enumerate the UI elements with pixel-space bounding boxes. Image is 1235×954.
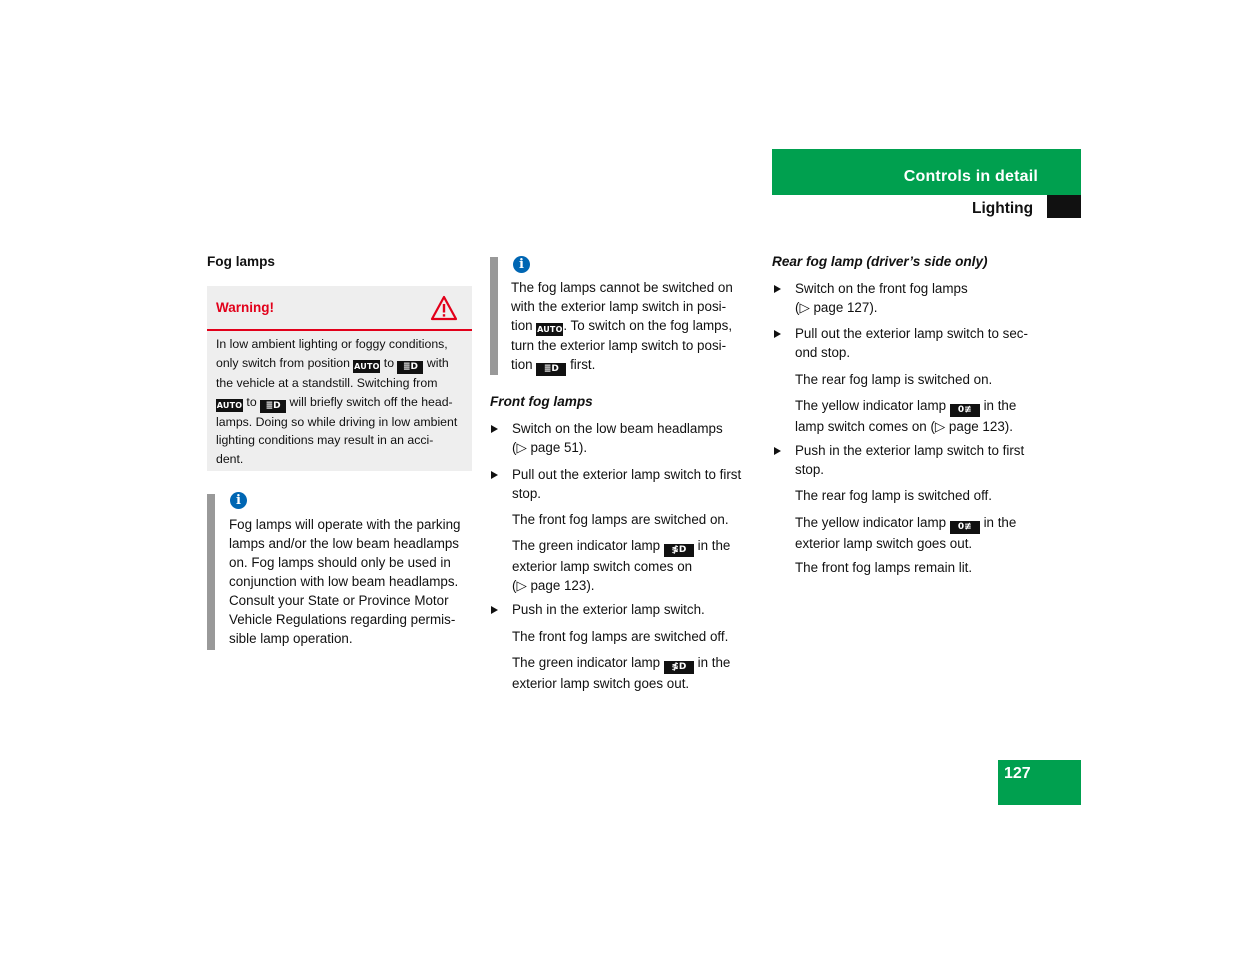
low-beam-position-icon: ≣D <box>536 363 566 376</box>
fog-lamps-heading: Fog lamps <box>207 254 275 269</box>
warning-text <box>216 335 466 469</box>
warning-line: lamps. Doing so while driving in low ambient <box>216 414 458 429</box>
result-text: The rear fog lamp is switched off. <box>795 488 992 503</box>
info-bar <box>207 494 215 650</box>
step-text: Switch on the front fog lamps (▷ page 127). <box>795 281 968 315</box>
step-text: Push in the exterior lamp switch. <box>512 602 705 617</box>
info-line: Fog lamps will operate with the parking <box>229 517 461 532</box>
rear-fog-lamp-heading: Rear fog lamp (driver’s side only) <box>772 254 988 269</box>
step-text: Pull out the exterior lamp switch to sec- ond stop. <box>795 326 1028 360</box>
result-text: The front fog lamps remain lit. <box>795 560 973 575</box>
step-text: Pull out the exterior lamp switch to first stop. <box>512 467 742 501</box>
front-fog-indicator-icon: ≸D <box>664 661 694 674</box>
info-icon: i <box>230 492 247 509</box>
step-text: Push in the exterior lamp switch to first stop. <box>795 443 1025 477</box>
low-beam-position-icon: ≣D <box>260 400 286 413</box>
info-line: Vehicle Regulations regarding permis- <box>229 612 456 627</box>
rear-fog-indicator-icon: 0≢ <box>950 521 980 534</box>
info-line: tion AUTO. To switch on the fog lamps, <box>511 318 733 334</box>
subsection-title: Lighting <box>972 200 1034 217</box>
rear-fog-indicator-icon: 0≢ <box>950 404 980 417</box>
result-text: The front fog lamps are switched off. <box>512 629 729 644</box>
warning-line: In low ambient lighting or foggy conditions, <box>216 337 448 351</box>
page-number-box <box>998 760 1081 805</box>
info-line: lamps and/or the low beam headlamps <box>229 536 460 551</box>
result-text: The rear fog lamp is switched on. <box>795 372 993 387</box>
bullet-icon <box>774 285 781 293</box>
info-line: conjunction with low beam headlamps. <box>229 574 459 589</box>
front-fog-lamps-heading: Front fog lamps <box>490 394 593 409</box>
info-line: tion ≣D first. <box>511 357 596 374</box>
warning-triangle-icon <box>430 295 458 321</box>
warning-header <box>207 286 472 331</box>
bullet-icon <box>774 447 781 455</box>
result-text: The front fog lamps are switched on. <box>512 512 729 527</box>
info-line: The fog lamps cannot be switched on <box>511 280 733 295</box>
auto-position-icon: AUTO <box>216 400 243 410</box>
bullet-icon <box>774 330 781 338</box>
bullet-icon <box>491 471 498 479</box>
info-line: with the exterior lamp switch in posi- <box>511 299 727 314</box>
bullet-icon <box>491 425 498 433</box>
section-header-band <box>772 149 1081 195</box>
auto-position-icon: AUTO <box>354 361 380 371</box>
bullet-icon <box>491 606 498 614</box>
low-beam-position-icon: ≣D <box>397 361 423 374</box>
warning-box <box>207 286 472 471</box>
info-line: Consult your State or Province Motor <box>229 593 449 608</box>
info-text <box>511 278 756 376</box>
result-text: The green indicator lamp ≸D in the exterior lamp switch goes out. <box>512 655 731 691</box>
info-icon: i <box>513 256 530 273</box>
info-bar <box>490 257 498 375</box>
result-text: The yellow indicator lamp 0≢ in the exterior lamp switch goes out. <box>795 515 1017 551</box>
warning-title: Warning! <box>216 300 274 315</box>
step-text: Switch on the low beam headlamps (▷ page 51). <box>512 421 723 455</box>
info-line: turn the exterior lamp switch to posi- <box>511 338 727 353</box>
info-line: on. Fog lamps should only be used in <box>229 555 451 570</box>
warning-line: the vehicle at a standstill. Switching from <box>216 375 438 390</box>
section-title: Controls in detail <box>903 168 1038 185</box>
front-fog-indicator-icon: ≸D <box>664 544 694 557</box>
warning-line: AUTO to ≣D will briefly switch off the head- <box>216 394 453 411</box>
result-text: The yellow indicator lamp 0≢ in the lamp switch comes on (▷ page 123). <box>795 398 1017 434</box>
warning-line: dent. <box>216 452 244 467</box>
info-text <box>229 515 474 648</box>
warning-line: lighting conditions may result in an acci- <box>216 433 434 448</box>
page-number: 127 <box>1004 765 1031 782</box>
warning-line: only switch from position AUTO to ≣D with <box>216 355 449 372</box>
auto-position-icon: AUTO <box>537 325 563 334</box>
result-text: The green indicator lamp ≸D in the exterior lamp switch comes on (▷ page 123). <box>512 538 731 593</box>
info-line: sible lamp operation. <box>229 631 353 646</box>
header-marker-block <box>1047 195 1081 218</box>
